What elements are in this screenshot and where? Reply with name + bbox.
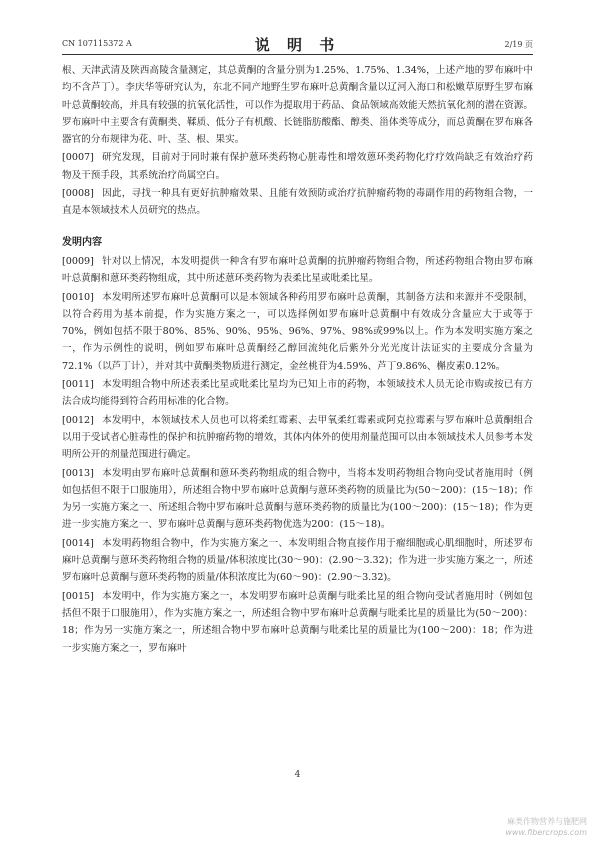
watermark-text: 麻类作物营养与施肥网 [507,817,587,826]
paragraph-0007 [62,149,533,184]
document-body [62,62,533,658]
page-header [62,34,533,55]
paragraph-0011 [62,376,533,411]
paragraph-text: 本发明中，作为实施方案之一，本发明罗布麻叶总黄酮与吡柔比星的组合物向受试者施用时（例如包括但不限于口服施用），作为实施方案之一，所述组合物中罗布麻叶总黄酮与吡柔比星的质量比为(50～200)：18；作为另一实施方案之一，所述组合物中罗布麻叶总黄酮与吡柔比星的质量比为(100～200)：18；作为进一步实施方案之一，罗布麻叶 [62,590,533,654]
paragraph-number: [0012] [62,414,94,426]
paragraph-0010 [62,289,533,375]
paragraph-text: 本发明药物组合物中，作为实施方案之一、本发明组合物直接作用于瘤细胞或心肌细胞时，所述罗布麻叶总黄酮与蒽环类药物组合物的质量/体积浓度比(30～90)：(2.90～3.32)；作为进一步实施方案之一，所述罗布麻叶总黄酮与蒽环类药物的质量/体积浓度比为(60～90)：(2.90～3.32)。 [62,537,533,584]
paragraph-number: [0007] [62,152,94,164]
paragraph-0014 [62,535,533,587]
document-title: 说 明 书 [254,36,341,54]
paragraph-number: [0009] [62,255,94,267]
paragraph-number: [0014] [62,537,94,549]
paragraph-text: 本发明组合物中所述表柔比星或吡柔比星均为已知上市的药物，本领域技术人员无论市购或按已有方法合成均能得到符合药用标准的化合物。 [62,379,533,408]
paragraph-number: [0010] [62,291,94,303]
paragraph-number: [0013] [62,467,94,479]
paragraph-text: 研究发现，目前对于同时兼有保护蒽环类药物心脏毒性和增效蒽环类药物化疗疗效尚缺乏有效治疗药物及干预手段，其系统治疗尚属空白。 [62,152,533,181]
watermark [505,816,587,838]
patent-number: CN 107115372 A [62,39,132,48]
paragraph-number: [0008] [62,188,94,200]
paragraph-number: [0011] [62,379,94,391]
paragraph-text: 本发明由罗布麻叶总黄酮和蒽环类药物组成的组合物中，当将本发明药物组合物向受试者施用时（例如包括但不限于口服施用），所述组合物中罗布麻叶总黄酮与蒽环类药物的质量比为(50～200)：(15～18)；作为另一实施方案之一、所述组合物中罗布麻叶总黄酮与蒽环类药物的质量比为(100～200)：(15～18)；作为更进一步实施方案之一、罗布麻叶总黄酮与蒽环类药物优选为200：(15～18)。 [62,467,533,531]
paragraph-0015 [62,588,533,657]
paragraph-0009 [62,253,533,288]
paragraph-text: 本发明中，本领域技术人员也可以将柔红霉素、去甲氧柔红霉素或阿克拉霉素与罗布麻叶总黄酮组合以用于受试者心脏毒性的保护和抗肿瘤药物的增效，其体内体外的使用剂量范围可以由本领域技术人员参考本发明所公开的剂量范围进行确定。 [62,414,533,461]
page-number: 4 [294,770,301,780]
intro-paragraph: 根、天津武清及陕西高陵含量测定，其总黄酮的含量分别为1.25%、1.75%、1.34%，上述产地的罗布麻叶中均不含芦丁）。李庆华等研究认为，东北不同产地野生罗布麻叶总黄酮含量以辽河入海口和松嫩草原野生罗布麻叶总黄酮较高，并具有较强的抗氧化活性，可以作为提取用于药品、食品领域高效能天然抗氧化剂的潜在资源。罗布麻叶中主要含有黄酮类、鞣质、低分子有机酸、长链脂肪酸酯、醇类、甾体类等成分，而总黄酮在罗布麻各器官的分布规律为花、叶、茎、根、果实。 [62,65,533,146]
paragraph-0013 [62,465,533,534]
section-title: 发明内容 [62,236,102,248]
paragraph-0008 [62,185,533,220]
paragraph-text: 针对以上情况，本发明提供一种含有罗布麻叶总黄酮的抗肿瘤药物组合物，所述药物组合物由罗布麻叶总黄酮和蒽环类药物组成，其中所述蒽环类药物为表柔比星或吡柔比星。 [62,255,533,285]
paragraph-text: 因此，寻找一种具有更好抗肿瘤效果、且能有效预防或治疗抗肿瘤药物的毒副作用的药物组合物，一直是本领域技术人员研究的热点。 [62,188,533,217]
watermark-url: www.fibercrops.com [505,828,587,837]
page-info: 2/19 页 [504,40,533,49]
paragraph-number: [0015] [62,590,94,602]
paragraph-text: 本发明所述罗布麻叶总黄酮可以是本领域各种药用罗布麻叶总黄酮，其制备方法和来源并不受限制，以符合药用为基本前提，作为实施方案之一，可以选择例如罗布麻叶总黄酮中有效成分含量应大于或等于70%，例如包括不限于80%、85%、90%、95%、96%、97%、98%或99%以上。作为本发明实施方案之一，作为示例性的说明，例如罗布麻叶总黄酮经乙醇回流纯化后紫外分光光度计法证实的主要成分含量为72.1%（以芦丁计），并对其中黄酮类物质进行测定，金丝桃苷为4.59%、芦丁9.86%、槲皮素0.12%。 [62,291,533,372]
paragraph-0012 [62,412,533,464]
